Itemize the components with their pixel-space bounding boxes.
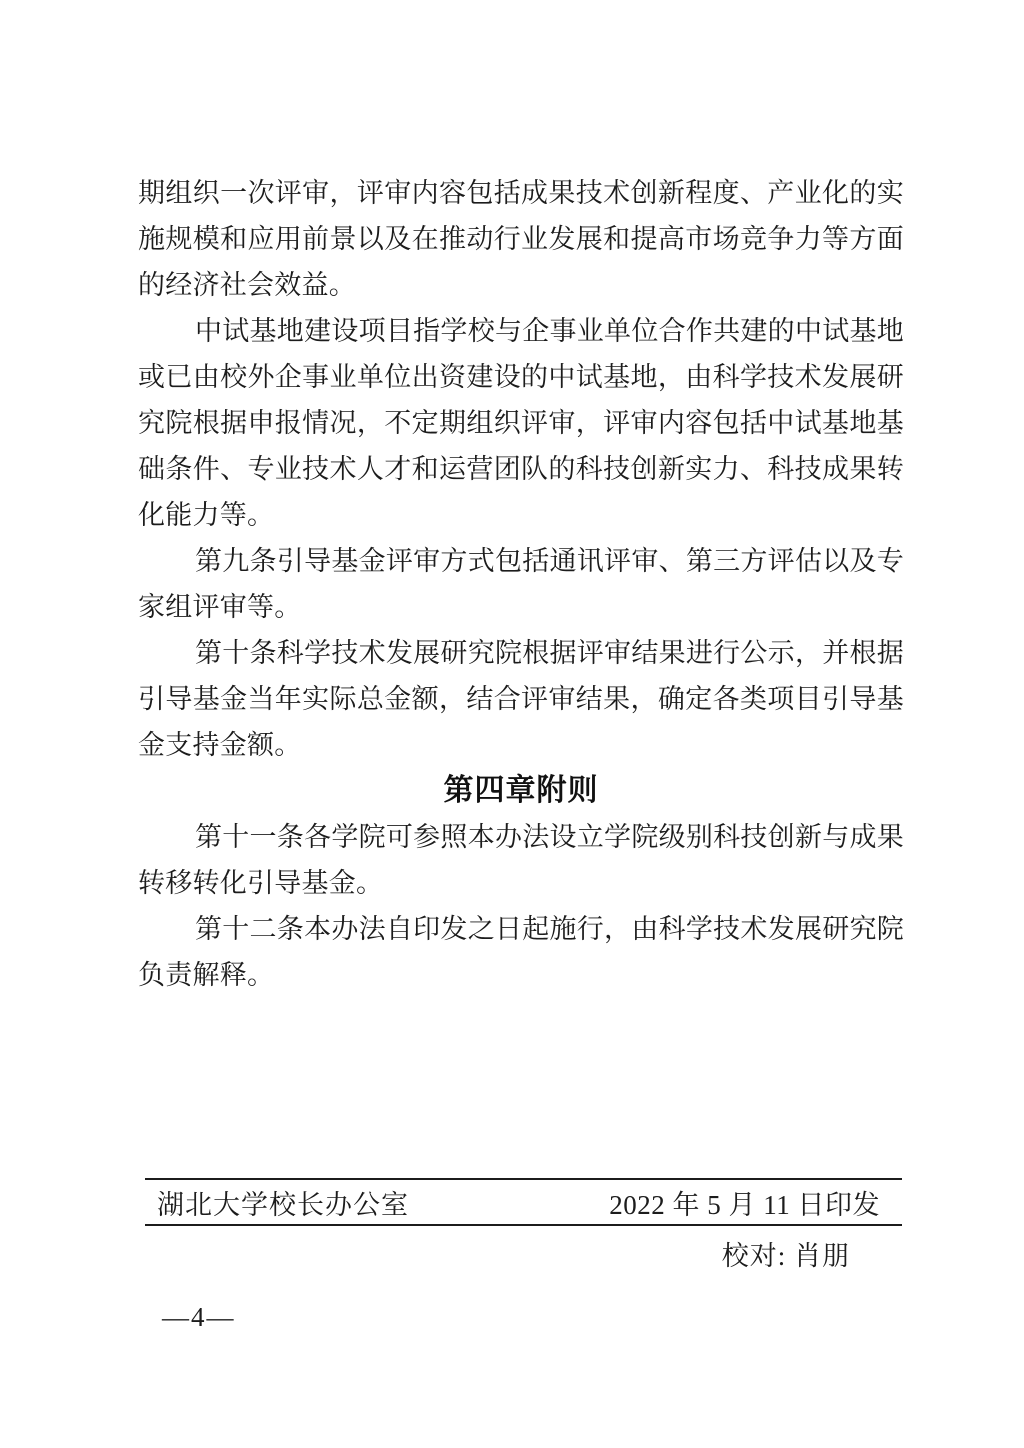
body-paragraph-article-9: 第九条引导基金评审方式包括通讯评审、第三方评估以及专家组评审等。 xyxy=(138,546,904,622)
chapter-heading: 第四章附则 xyxy=(443,774,599,807)
body-paragraph-article-12: 第十二条本办法自印发之日起施行，由科学技术发展研究院负责解释。 xyxy=(138,914,904,990)
proofreader-line: 校对: 肖朋 xyxy=(721,1241,850,1271)
footer-rule-block xyxy=(145,1178,902,1226)
document-body xyxy=(138,170,904,998)
document-footer xyxy=(145,1178,902,1273)
issuing-office: 湖北大学校长办公室 xyxy=(157,1189,409,1220)
body-paragraph: 中试基地建设项目指学校与企事业单位合作共建的中试基地或已由校外企事业单位出资建设的中试基地，由科学技术发展研究院根据申报情况，不定期组织评审，评审内容包括中试基地基础条件、专业技术人才和运营团队的科技创新实力、科技成果转化能力等。 xyxy=(138,316,904,530)
body-paragraph: 期组织一次评审，评审内容包括成果技术创新程度、产业化的实施规模和应用前景以及在推动行业发展和提高市场竞争力等方面的经济社会效益。 xyxy=(138,178,904,300)
body-paragraph-article-11: 第十一条各学院可参照本办法设立学院级别科技创新与成果转移转化引导基金。 xyxy=(138,822,904,898)
page-number: —4— xyxy=(162,1302,236,1332)
body-paragraph-article-10: 第十条科学技术发展研究院根据评审结果进行公示，并根据引导基金当年实际总金额，结合评审结果，确定各类项目引导基金支持金额。 xyxy=(138,638,904,760)
print-date: 2022 年 5 月 11 日印发 xyxy=(609,1189,880,1220)
